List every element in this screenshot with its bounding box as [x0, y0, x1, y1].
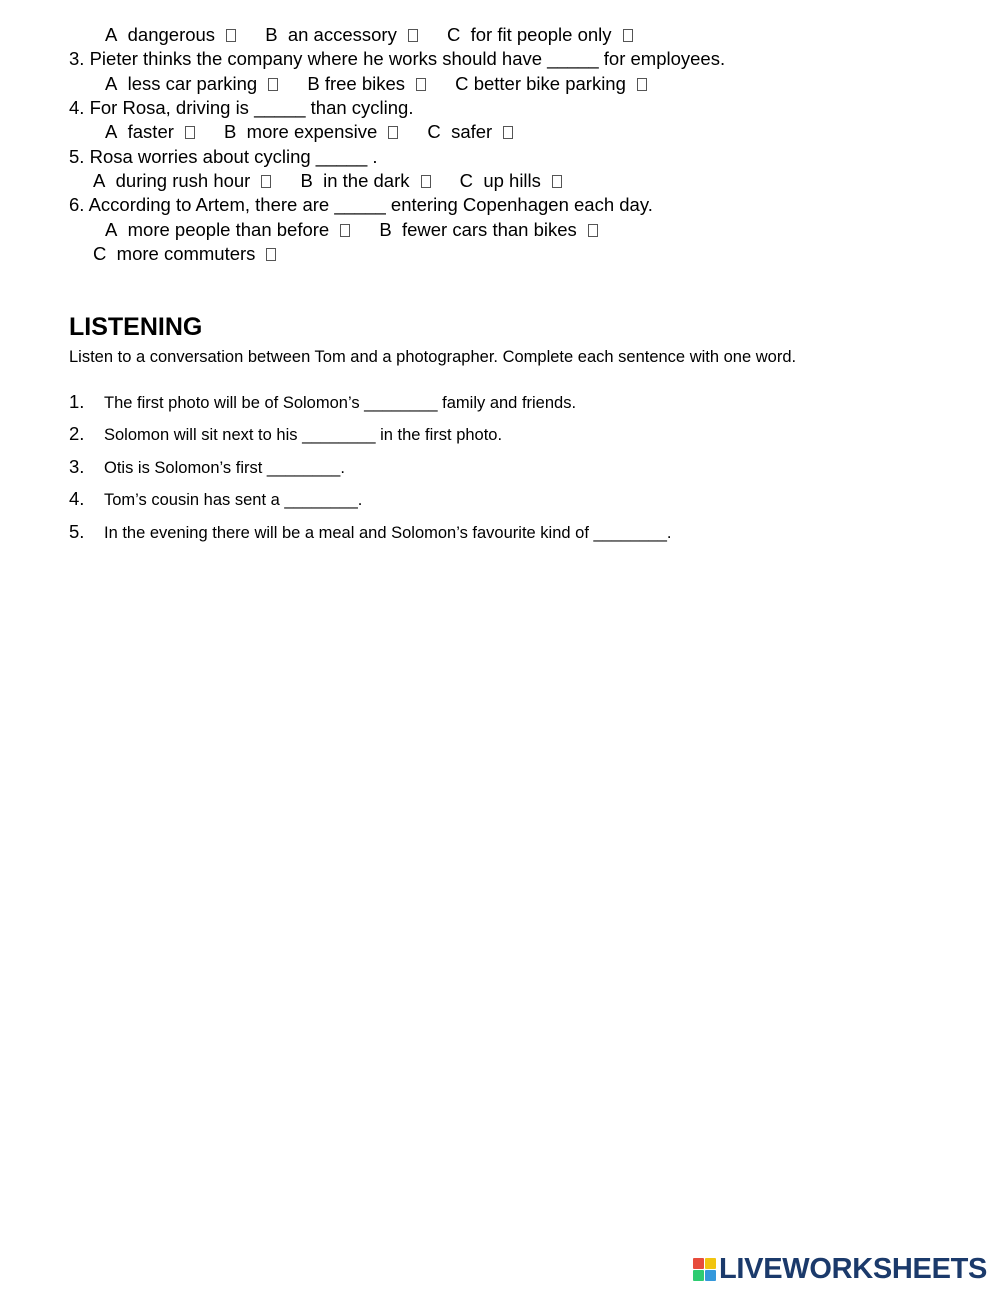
- listening-instructions: Listen to a conversation between Tom and a photographer. Complete each sentence with one word.: [69, 348, 797, 366]
- q4-option-b: B more expensive: [224, 123, 398, 142]
- q2-option-a: A dangerous: [105, 26, 236, 45]
- logo-text: LIVEWORKSHEETS: [719, 1252, 988, 1285]
- checkbox[interactable]: [388, 126, 398, 139]
- checkbox[interactable]: [185, 126, 195, 139]
- q6-option-c: C more commuters: [93, 245, 276, 264]
- q2-option-c: C for fit people only: [447, 26, 633, 45]
- q2-option-b: B an accessory: [265, 26, 418, 45]
- q3-option-b: B free bikes: [307, 75, 426, 94]
- checkbox[interactable]: [503, 126, 513, 139]
- checkbox[interactable]: [261, 175, 271, 188]
- question-5: 5. Rosa worries about cycling _____ .: [69, 146, 378, 167]
- question-4: 4. For Rosa, driving is _____ than cycling.: [69, 97, 414, 118]
- q6-option-a: A more people than before: [105, 221, 350, 240]
- checkbox[interactable]: [416, 78, 426, 91]
- q3-option-c: C better bike parking: [455, 75, 647, 94]
- checkbox[interactable]: [588, 224, 598, 237]
- question-3: 3. Pieter thinks the company where he works should have _____ for employees.: [69, 48, 726, 69]
- q4-options: [105, 123, 513, 142]
- listening-item-4: 4. Tom’s cousin has sent a ________.: [69, 488, 363, 509]
- q4-option-c: C safer: [427, 123, 513, 142]
- q5-option-a: A during rush hour: [93, 172, 271, 191]
- q6-options-row-1: [105, 221, 598, 240]
- checkbox[interactable]: [421, 175, 431, 188]
- checkbox[interactable]: [266, 248, 276, 261]
- listening-item-3: 3. Otis is Solomon’s first ________.: [69, 456, 345, 477]
- liveworksheets-logo: [693, 1252, 988, 1285]
- liveworksheets-logo-icon: [693, 1258, 716, 1281]
- q4-option-a: A faster: [105, 123, 195, 142]
- q3-options: [105, 75, 647, 94]
- q5-option-b: B in the dark: [301, 172, 431, 191]
- checkbox[interactable]: [268, 78, 278, 91]
- checkbox[interactable]: [340, 224, 350, 237]
- checkbox[interactable]: [637, 78, 647, 91]
- checkbox[interactable]: [408, 29, 418, 42]
- question-6: 6. According to Artem, there are _____ entering Copenhagen each day.: [69, 194, 653, 215]
- listening-item-2: 2. Solomon will sit next to his ________ in the first photo.: [69, 423, 503, 444]
- q6-options-row-2: [93, 245, 276, 264]
- section-heading-listening: LISTENING: [69, 313, 203, 341]
- q2-options: [105, 26, 633, 45]
- checkbox[interactable]: [623, 29, 633, 42]
- checkbox[interactable]: [552, 175, 562, 188]
- q3-option-a: A less car parking: [105, 75, 278, 94]
- q5-options: [93, 172, 562, 191]
- q5-option-c: C up hills: [460, 172, 562, 191]
- checkbox[interactable]: [226, 29, 236, 42]
- listening-item-5: 5. In the evening there will be a meal and Solomon’s favourite kind of ________.: [69, 521, 672, 542]
- q6-option-b: B fewer cars than bikes: [379, 221, 597, 240]
- listening-item-1: 1. The first photo will be of Solomon’s ________ family and friends.: [69, 391, 577, 412]
